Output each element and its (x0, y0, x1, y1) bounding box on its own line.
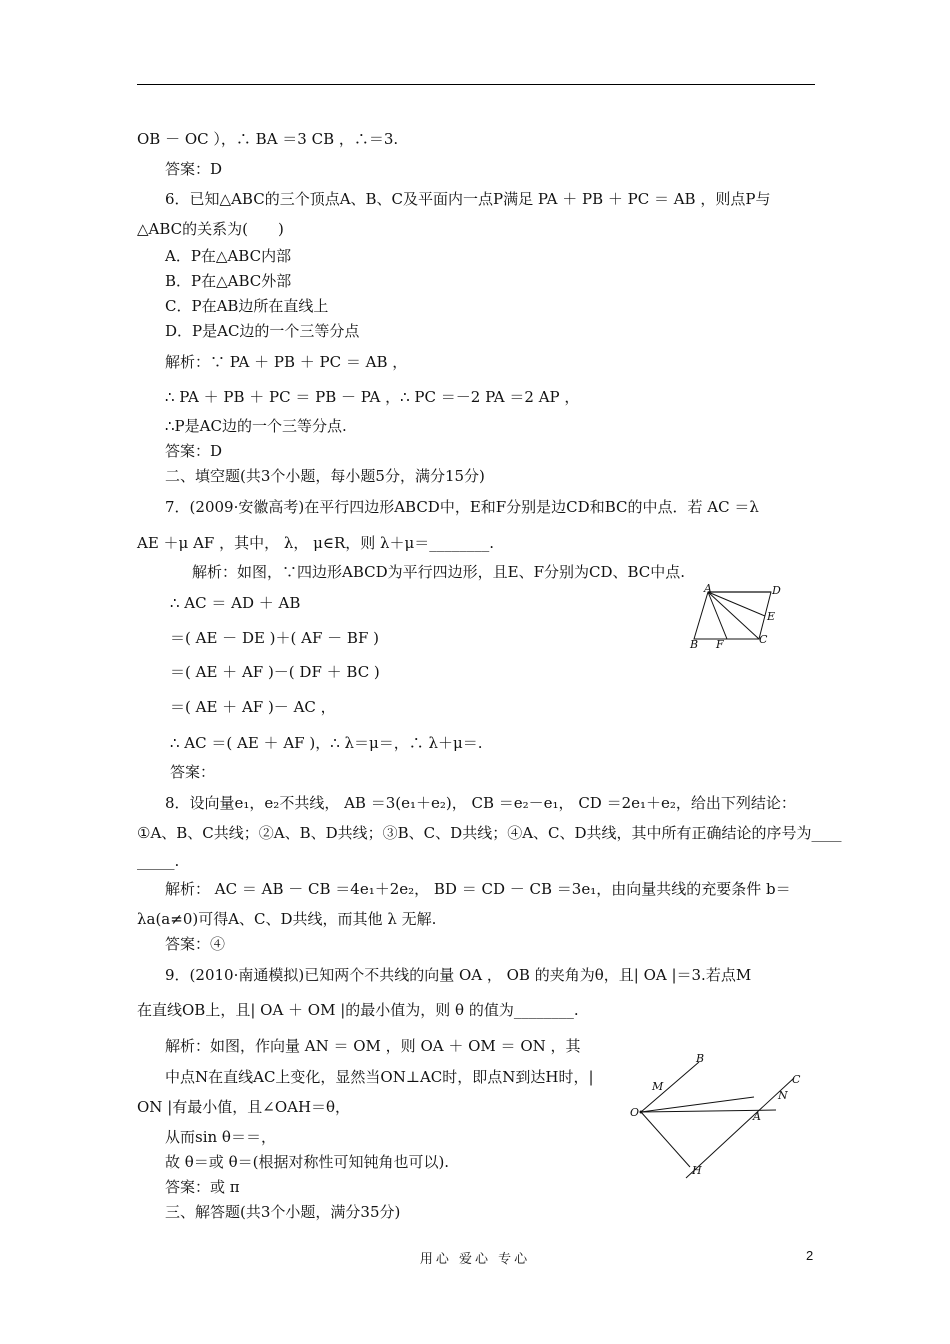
solution-line: ＝( AE ＋ AF )－ AC ， (170, 698, 336, 716)
option-b: B．P在△ABC外部 (165, 272, 292, 290)
question-9-stem-cont: 在直线OB上，且| OA ＋ OM |的最小值为，则 θ 的值为________. (137, 1001, 579, 1019)
option-a: A．P在△ABC内部 (165, 247, 292, 265)
fig-label: C (792, 1073, 801, 1086)
answer-line: 答案： (170, 763, 216, 781)
fig-label: N (778, 1089, 788, 1102)
fig-label: D (772, 584, 781, 597)
option-c: C．P在AB边所在直线上 (165, 297, 329, 315)
question-8-stem-cont: _____. (137, 852, 180, 870)
fig-label: M (652, 1080, 664, 1093)
solution-line: ∴ AC ＝( AE ＋ AF )，∴ λ＝μ＝，∴ λ＋μ＝. (170, 734, 483, 752)
question-6-stem: 6．已知△ABC的三个顶点A、B、C及平面内一点P满足 PA ＋ PB ＋ PC ＝ AB ，则点P与 (165, 190, 771, 208)
fig-label: O (630, 1106, 640, 1119)
fig-label: E (767, 610, 776, 623)
question-7-stem: 7．(2009·安徽高考)在平行四边形ABCD中，E和F分别是边CD和BC的中点．若 AC ＝λ (165, 498, 759, 516)
question-7-stem-cont: AE ＋μ AF ，其中， λ， μ∈R，则 λ＋μ＝________. (137, 534, 495, 552)
question-6-stem-cont: △ABC的关系为( ) (137, 220, 284, 238)
solution-line: λa(a≠0)可得A、C、D共线，而其他 λ 无解. (137, 910, 437, 928)
solution-line: ∴ AC ＝ AD ＋ AB (170, 594, 301, 612)
solution-line: 故 θ＝或 θ＝(根据对称性可知钝角也可以). (165, 1153, 450, 1171)
option-d: D．P是AC边的一个三等分点 (165, 322, 360, 340)
solution-line: ＝( AE － DE )＋( AF － BF ) (170, 629, 379, 647)
fig-label: B (690, 638, 699, 651)
question-8-stem: 8．设向量e₁，e₂不共线， AB ＝3(e₁＋e₂)， CB ＝e₂－e₁， CD ＝2e₁＋e₂，给出下列结论： (165, 794, 796, 812)
solution-line: 解析：如图，∵四边形ABCD为平行四边形，且E、F分别为CD、BC中点. (192, 563, 686, 581)
fig-label: H (692, 1164, 702, 1177)
solution-line: ∴P是AC边的一个三等分点. (165, 417, 347, 435)
section-heading: 三、解答题(共3个小题，满分35分) (165, 1203, 401, 1221)
solution-line: ＝( AE ＋ AF )－( DF ＋ BC ) (170, 663, 380, 681)
answer-line: 答案：或 π (165, 1178, 240, 1196)
fig-label: F (716, 638, 724, 651)
fig-label: A (753, 1110, 761, 1123)
fig-label: C (759, 633, 768, 646)
solution-line: 从而sin θ＝＝， (165, 1128, 276, 1146)
answer-line: 答案：④ (165, 935, 226, 953)
solution-line: 解析：∵ PA ＋ PB ＋ PC ＝ AB ， (165, 353, 408, 371)
text-line: OB － OC ），∴ BA ＝3 CB ，∴＝3. (137, 130, 399, 148)
solution-line: ON |有最小值，且∠OAH＝θ， (137, 1098, 351, 1116)
fig-label: A (704, 582, 712, 595)
answer-line: 答案：D (165, 442, 223, 460)
solution-line: 中点N在直线AC上变化，显然当ON⊥AC时，即点N到达H时，| (165, 1068, 594, 1086)
solution-line: 解析：如图，作向量 AN ＝ OM ，则 OA ＋ OM ＝ ON ，其 (165, 1037, 581, 1055)
vector-figure (626, 1050, 816, 1185)
parallelogram-figure (684, 582, 784, 652)
page-footer: 用心 爱心 专心 (419, 1252, 531, 1267)
answer-line: 答案：D (165, 160, 223, 178)
fig-label: B (696, 1052, 705, 1065)
header-rule (137, 84, 815, 85)
section-heading: 二、填空题(共3个小题，每小题5分，满分15分) (165, 467, 485, 485)
solution-line: 解析： AC ＝ AB － CB ＝4e₁＋2e₂， BD ＝ CD － CB ＝3e₁，由向量共线的充要条件 b＝ (165, 880, 791, 898)
page-number: 2 (806, 1248, 814, 1263)
question-9-stem: 9．(2010·南通模拟)已知两个不共线的向量 OA ， OB 的夹角为θ，且| OA |＝3.若点M (165, 966, 752, 984)
solution-line: ∴ PA ＋ PB ＋ PC ＝ PB － PA ，∴ PC ＝－2 PA ＝2 AP ， (165, 388, 580, 406)
question-8-stem-cont: ①A、B、C共线；②A、B、D共线；③B、C、D共线；④A、C、D共线，其中所有正确结论的序号为____ (137, 824, 842, 842)
